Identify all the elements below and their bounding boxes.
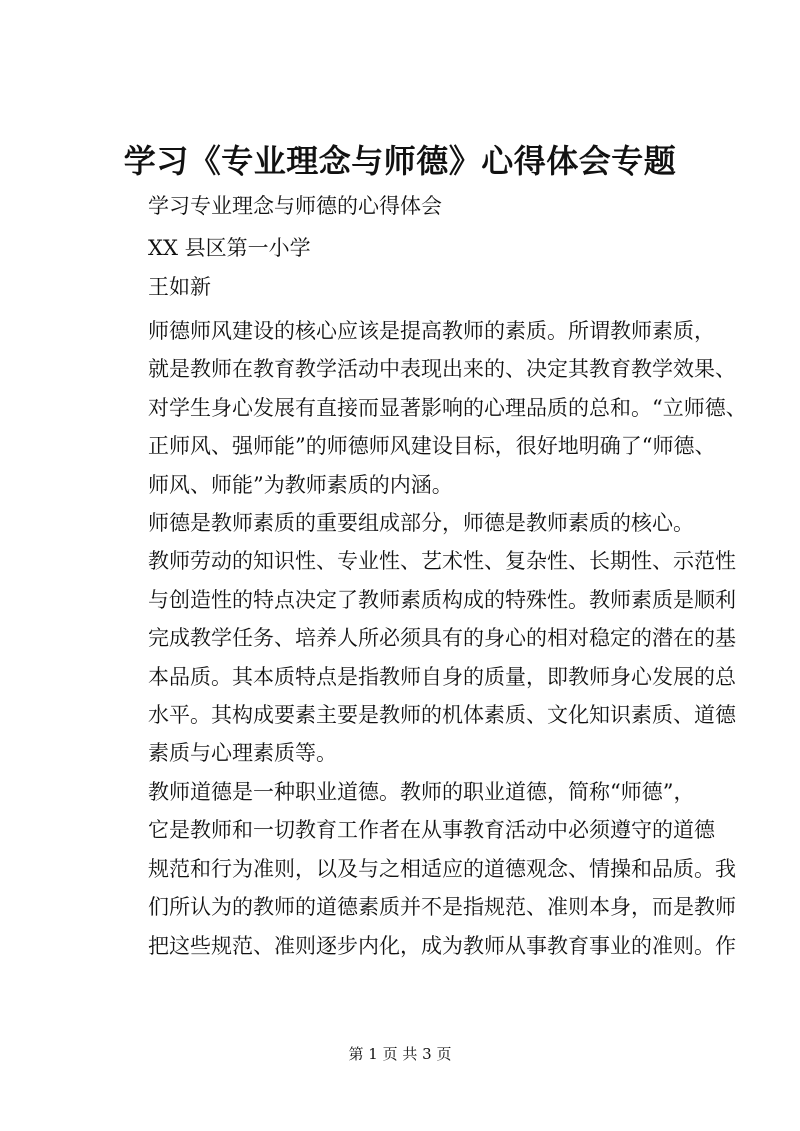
paragraph-line: 与创造性的特点决定了教师素质构成的特殊性。教师素质是顺利 bbox=[148, 587, 736, 612]
paragraph-line: 完成教学任务、培养人所必须具有的身心的相对稳定的潜在的基 bbox=[148, 626, 736, 651]
paragraph-line: 师德是教师素质的重要组成部分，师德是教师素质的核心。 bbox=[148, 511, 694, 536]
paragraph-line: 对学生身心发展有直接而显著影响的心理品质的总和。“立师德、 bbox=[148, 395, 747, 420]
paragraph-3 bbox=[108, 773, 736, 965]
paragraph-line: 素质与心理素质等。 bbox=[148, 741, 337, 766]
document-subtitle: 学习专业理念与师德的心得体会 bbox=[148, 194, 442, 218]
paragraph-line: 就是教师在教育教学活动中表现出来的、决定其教育教学效果、 bbox=[148, 357, 736, 382]
paragraph-line: 本品质。其本质特点是指教师自身的质量，即教师身心发展的总 bbox=[148, 664, 736, 689]
paragraph-line: 水平。其构成要素主要是教师的机体素质、文化知识素质、道德 bbox=[148, 703, 736, 728]
paragraph-line: 教师劳动的知识性、专业性、艺术性、复杂性、长期性、示范性 bbox=[148, 549, 736, 574]
paragraph-2 bbox=[108, 504, 736, 773]
paragraph-line: 师德师风建设的核心应该是提高教师的素质。所谓教师素质， bbox=[148, 319, 715, 343]
school-name: XX 县区第一小学 bbox=[148, 236, 311, 260]
paragraph-line: 们所认为的教师的道德素质并不是指规范、准则本身，而是教师 bbox=[148, 895, 736, 920]
author-name: 王如新 bbox=[148, 275, 211, 299]
paragraph-line: 教师道德是一种职业道德。教师的职业道德，简称“师德”， bbox=[148, 779, 695, 804]
paragraph-1 bbox=[108, 312, 747, 504]
paragraph-line: 把这些规范、准则逐步内化，成为教师从事教育事业的准则。作 bbox=[148, 933, 736, 958]
paragraph-line: 正师风、强师能”的师德师风建设目标，很好地明确了“师德、 bbox=[148, 434, 716, 459]
document-title: 学习《专业理念与师德》心得体会专题 bbox=[123, 142, 677, 180]
paragraph-line: 规范和行为准则，以及与之相适应的道德观念、情操和品质。我 bbox=[148, 856, 736, 881]
paragraph-line: 它是教师和一切教育工作者在从事教育活动中必须遵守的道德 bbox=[148, 818, 715, 843]
body-text bbox=[108, 312, 747, 965]
page-footer: 第 1 页 共 3 页 bbox=[348, 1045, 452, 1063]
paragraph-line: 师风、师能”为教师素质的内涵。 bbox=[148, 472, 453, 497]
